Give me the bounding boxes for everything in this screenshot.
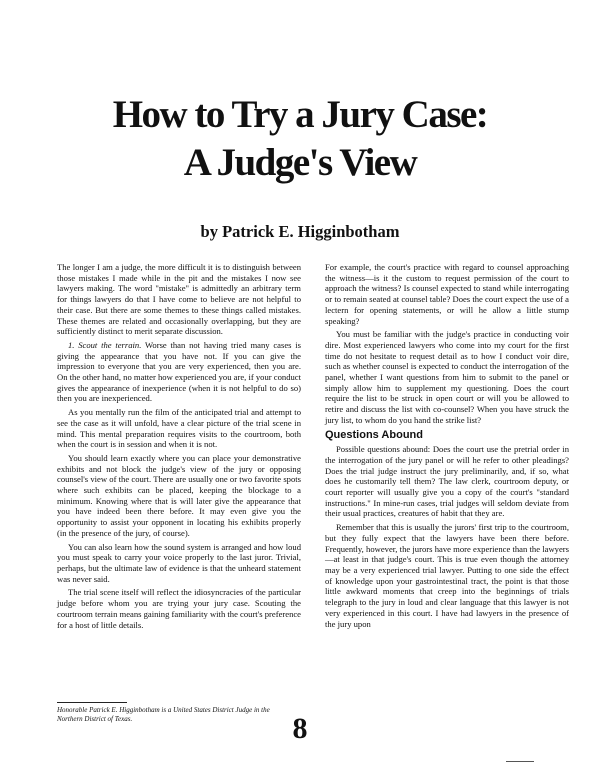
article-byline: by Patrick E. Higginbotham — [200, 222, 400, 241]
section-lead-in: 1. Scout the terrain. — [68, 339, 142, 350]
paragraph: You must be familiar with the judge's practice in conducting voir dire. Most experienced lawyers who come into my court for the first time do not hesitate to request detail as to how I conduct voir dire, such as whether counsel is expected to conduct the interrogation of the panel, whether I want questions from him to submit to the panel or simply allow him to supplement my questioning. Does the court require the list to be struck in open court or will you be allowed to retire and discuss the list with co-counsel? When you have struck the jury list, to whom do you hand the strike list? — [325, 329, 569, 425]
page-number: 8 — [292, 712, 308, 745]
paragraph: The trial scene itself will reflect the idiosyncracies of the particular judge before whom you are trying your jury case. Scouting the courtroom terrain means gaining familiarity with the court's preference for a host of little details. — [57, 587, 301, 630]
paragraph-text: Worse than not having tried many cases is giving the appearance that you have not. If you can give the impression to everyone that you are very experienced, then you are. On the other hand, no matter how experienced you are, if your conduct gives the appearance of inexperience (when it is not helpful to do so) then you are inexperienced. — [57, 339, 301, 404]
paragraph: You can also learn how the sound system is arranged and how loud you must speak to carry your voice properly to the last juror. Trivial, perhaps, but the ultimate law of evidence is that the unheard statement was never said. — [57, 541, 301, 584]
paragraph: Remember that this is usually the jurors' first trip to the courtroom, but they fully expect that the lawyers have been there before. Frequently, however, the jurors have more experience than the lawyers—at least in that judge's court. This is true even though the attorney may be a very experienced trial lawyer. Putting to one side the effect of knowledge upon your gastrointestinal tract, the point is that those little awkward moments that creep into the beginnings of trials telegraph to the jury in loud and clear language that this lawyer is not very experienced in this court. I have had lawyers in the presence of the jury upon — [325, 522, 569, 629]
paragraph: You should learn exactly where you can place your demonstrative exhibits and not block the judge's view of the jury or opposing counsel's view of the court. There are usually one or two favorite spots where such exhibits can be placed, keeping the blockage to a minimum. Knowing where that is will later give the appearance that you have indeed been there before. It may even give you the opportunity to assist your opponent in locating his exhibits properly (in the presence of the jury, of course). — [57, 452, 301, 538]
corner-mark — [506, 761, 534, 762]
section-heading: Questions Abound — [325, 428, 423, 441]
author-footnote: Honorable Patrick E. Higginbotham is a United States District Judge in the Northern District of Texas. — [57, 706, 270, 723]
paragraph — [57, 340, 301, 404]
article-title-line-2: A Judge's View — [183, 141, 417, 184]
article-title-line-1: How to Try a Jury Case: — [112, 93, 488, 136]
paragraph: The longer I am a judge, the more difficult it is to distinguish between those mistakes I made while in the pit and the mistakes I now see lawyers making. The word "mistake" is admittedly an arbitrary term for things lawyers do that I have come to believe are not helpful to their case. But there are some themes to these things called mistakes. These themes are related and occasionally overlapping, but they are sufficiently distinct to merit separate discussion. — [57, 262, 301, 337]
right-text-column — [325, 262, 569, 632]
paragraph: As you mentally run the film of the anticipated trial and attempt to see the case as it will unfold, have a clear picture of the trial scene in mind. This mental preparation requires visits to the courtroom, both when the court is in session and when it is not. — [57, 407, 301, 450]
left-text-column — [57, 262, 301, 633]
footnote-rule — [57, 702, 127, 703]
paragraph: Possible questions abound: Does the court use the pretrial order in the interrogation of the jury panel or will he refer to other pleadings? Does the trial judge instruct the jury preliminarily, and, if so, what does he customarily tell them? The law clerk, courtroom deputy, or court reporter will usually give you a copy of the court's "standard instructions." In mine-run cases, trial judges will seldom deviate from their usual practices, creatures of habit that they are. — [325, 444, 569, 519]
paragraph: For example, the court's practice with regard to counsel approaching the witness—is it the custom to request permission of the court to approach the witness? Is counsel expected to stand while interrogating or to remain seated at counsel table? Does the court expect the use of a lectern for opening statements, or will he allow a little stump speaking? — [325, 262, 569, 326]
